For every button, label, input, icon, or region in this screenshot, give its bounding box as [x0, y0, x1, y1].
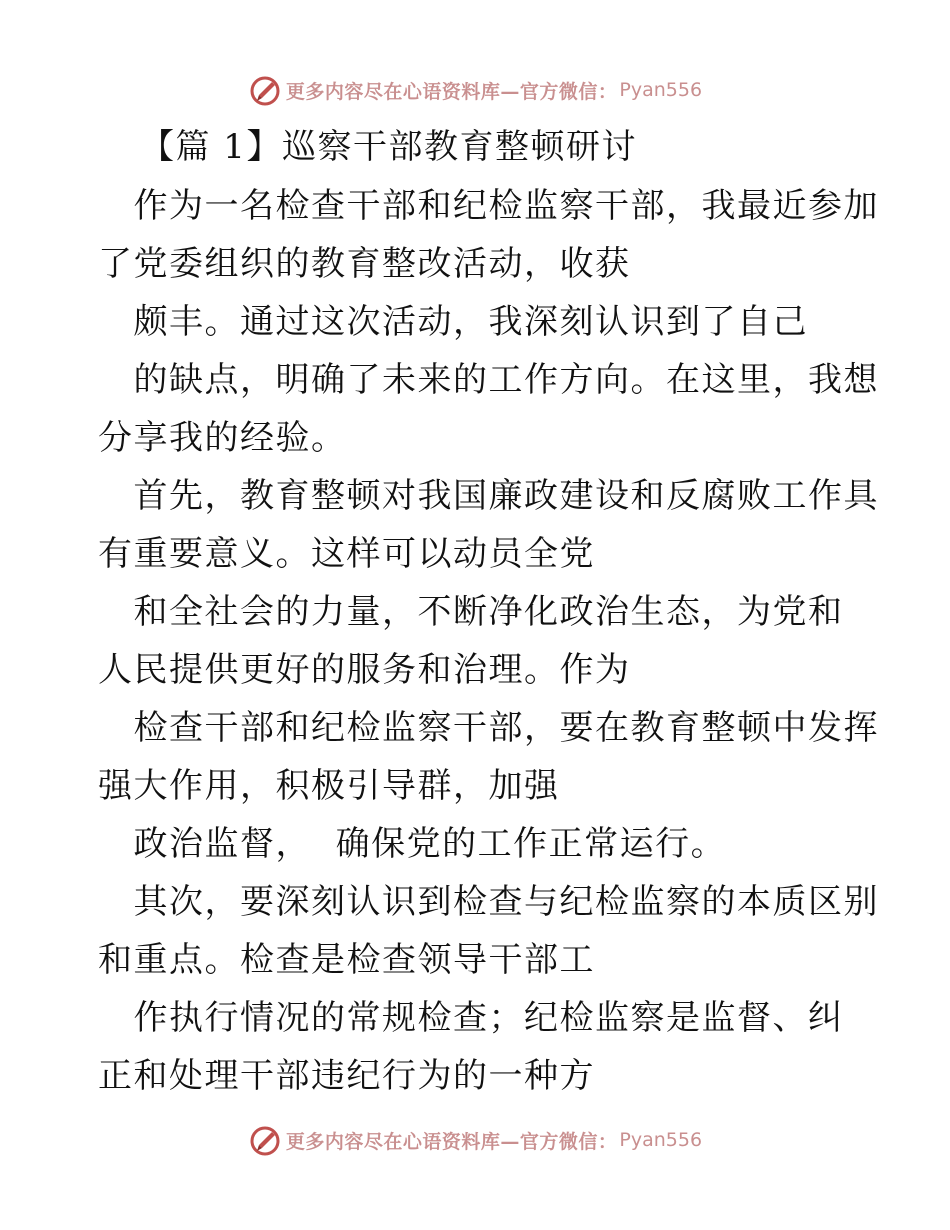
text-line: 检查干部和纪检监察干部，要在教育整顿中发挥 — [98, 708, 879, 748]
text-line: 颇丰。通过这次活动，我深刻认识到了自己 — [98, 302, 808, 342]
text-line: 其次，要深刻认识到检查与纪检监察的本质区别 — [98, 882, 879, 922]
text-line: 作为一名检查干部和纪检监察干部，我最近参加 — [98, 186, 879, 226]
pen-logo-icon — [248, 1123, 282, 1157]
text-line: 政治监督， 确保党的工作正常运行。 — [98, 824, 727, 864]
watermark-header — [0, 70, 950, 110]
text-line: 了党委组织的教育整改活动，收获 — [98, 244, 631, 284]
watermark-text: 更多内容尽在心语资料库—官方微信： — [285, 1130, 618, 1153]
text-line: 正和处理干部违纪行为的一种方 — [98, 1056, 595, 1096]
text-line: 的缺点，明确了未来的工作方向。在这里，我想 — [98, 360, 879, 400]
text-line: 分享我的经验。 — [98, 418, 347, 458]
watermark-contact: Pyan556 — [619, 79, 703, 101]
text-line: 和全社会的力量，不断净化政治生态，为党和 — [98, 592, 844, 632]
text-line: 有重要意义。这样可以动员全党 — [98, 534, 595, 574]
document-title: 【篇 1】巡察干部教育整顿研讨 — [140, 127, 637, 167]
pen-logo-icon — [248, 73, 282, 107]
watermark-footer — [0, 1120, 950, 1160]
watermark-text: 更多内容尽在心语资料库—官方微信： — [285, 80, 618, 103]
text-line: 强大作用，积极引导群，加强 — [98, 766, 560, 806]
text-line: 人民提供更好的服务和治理。作为 — [98, 650, 631, 690]
watermark-contact: Pyan556 — [619, 1129, 703, 1151]
text-line: 和重点。检查是检查领导干部工 — [98, 940, 595, 980]
text-line: 作执行情况的常规检查；纪检监察是监督、纠 — [98, 998, 844, 1038]
text-line: 首先，教育整顿对我国廉政建设和反腐败工作具 — [98, 476, 879, 516]
